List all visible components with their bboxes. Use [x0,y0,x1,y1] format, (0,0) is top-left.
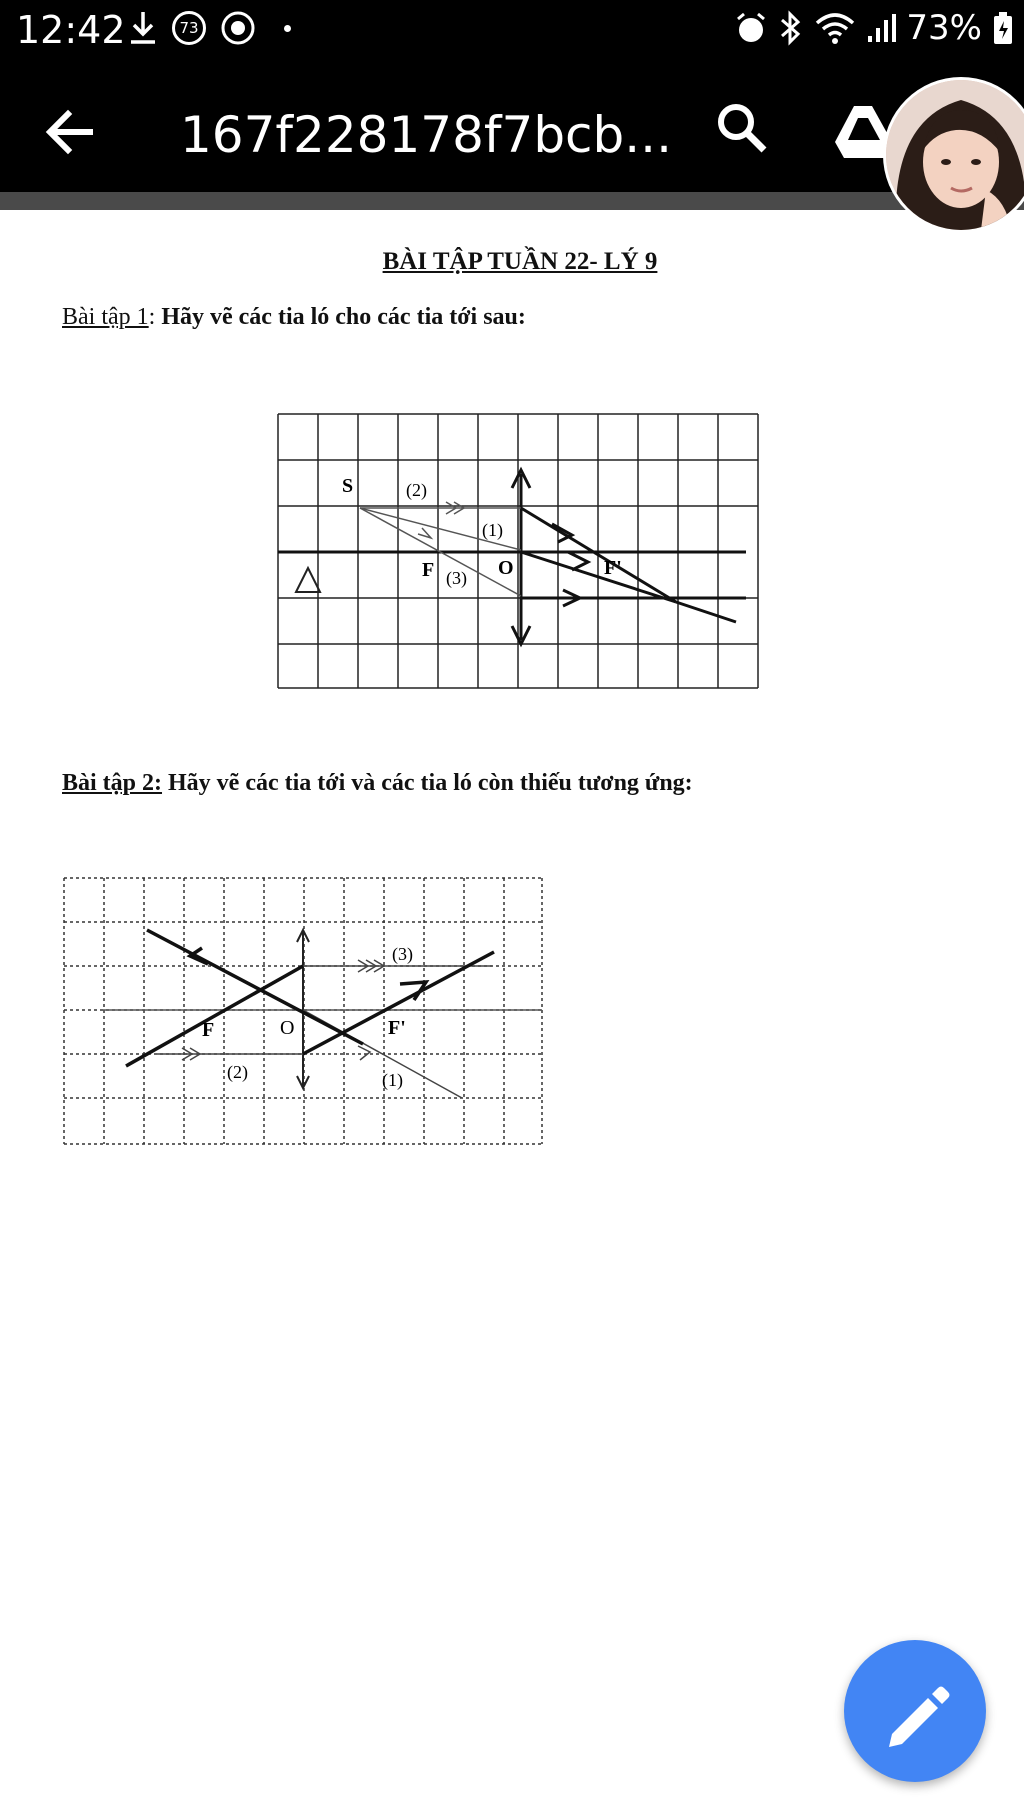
status-bar [0,0,1024,64]
battery-percent: 73% [906,8,982,48]
exercise-1-label: Bài tập 1 [62,304,149,330]
exercise-2-prompt [62,770,693,797]
loading-progress-bar [0,192,1024,210]
fig2-label-ray1: (1) [382,1070,403,1090]
signal-icon [866,12,896,44]
pencil-icon [844,1640,986,1782]
fig2-label-F: F [202,1019,215,1041]
fig1-label-F: F [422,559,435,581]
exercise-1-text: Hãy vẽ các tia ló cho các tia tới sau: [161,304,526,330]
avatar[interactable] [886,80,1024,230]
more-dot-icon [284,25,291,32]
exercise-1-separator: : [148,304,162,330]
exercise-2-text: Hãy vẽ các tia tới và các tia ló còn thiếu tương ứng: [162,770,693,796]
alarm-icon [734,11,768,45]
fig1-label-O: O [498,557,514,579]
status-time: 12:42 [16,8,126,52]
fig1-label-ray3: (3) [446,568,467,588]
document-title: 167f228178f7bcb... [180,106,672,164]
fig2-label-ray3: (3) [392,944,413,964]
fig2-label-Fp: F' [388,1017,406,1039]
exercise-1-prompt [62,304,526,331]
battery-icon [992,11,1014,45]
notification-count: 73 [179,19,199,37]
notification-count-icon [172,11,206,45]
wifi-icon [814,11,856,45]
avatar-image [886,80,1024,230]
download-icon [128,10,158,46]
fig1-label-S: S [342,475,354,497]
back-button[interactable] [42,104,98,160]
app-bar [0,64,1024,192]
fig2-label-O: O [280,1017,295,1039]
search-button[interactable] [714,100,770,156]
edit-fab-button[interactable] [844,1640,986,1782]
fig1-label-Fp: F' [604,557,622,579]
exercise-1-figure [276,412,760,690]
fig2-label-ray2: (2) [227,1062,248,1082]
fig1-label-ray1: (1) [482,520,503,540]
exercise-2-figure [62,876,546,1148]
compass-icon [220,10,256,46]
document-heading: BÀI TẬP TUẦN 22- LÝ 9 [382,248,658,275]
exercise-2-label: Bài tập 2: [62,770,163,796]
bluetooth-icon [778,10,804,46]
fig1-label-ray2: (2) [406,480,427,500]
